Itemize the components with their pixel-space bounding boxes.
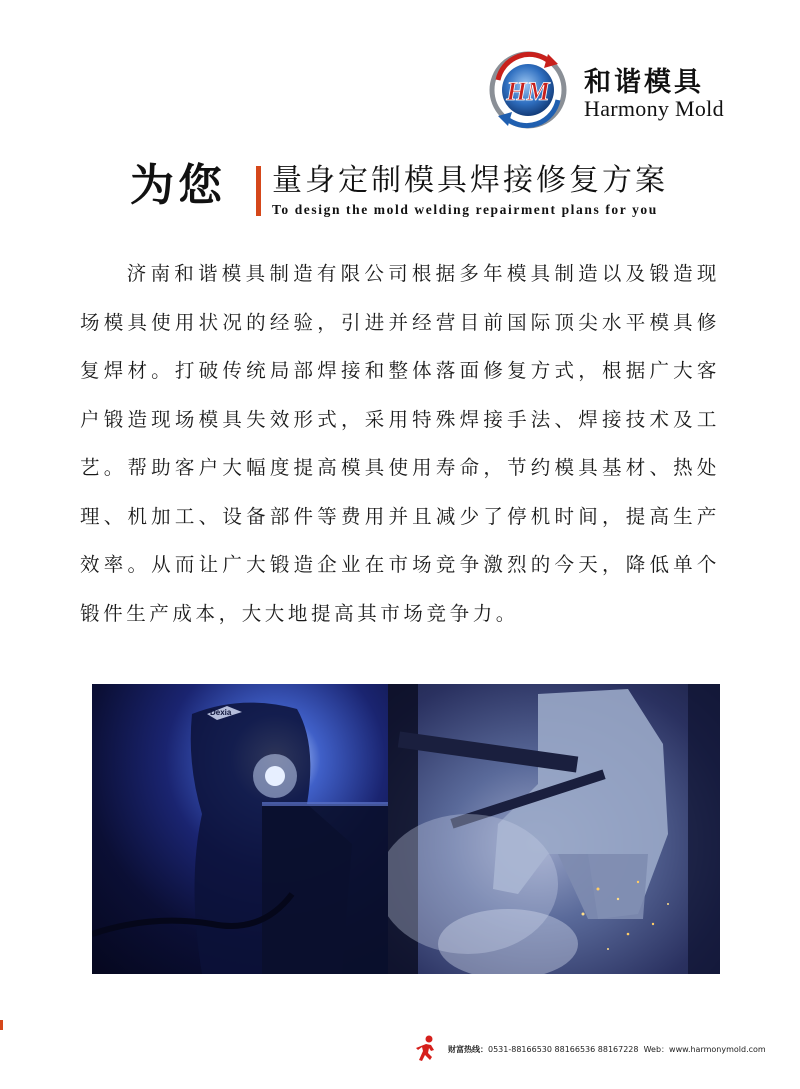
intro-paragraph: 济南和谐模具制造有限公司根据多年模具制造以及锻造现场模具使用状况的经验，引进并经营目前国际顶尖水平模具修复焊材。打破传统局部焊接和整体落面修复方式，根据广大客户锻造现场模具失效形式，采用特殊焊接手法、焊接技术及工艺。帮助客户大幅度提高模具使用寿命，节约模具基材、热处理、机加工、设备部件等费用并且减少了停机时间，提高生产效率。从而让广大锻造企业在市场竞争激烈的今天，降低单个锻件生产成本，大大地提高其市场竞争力。 — [80, 262, 720, 625]
harmony-mold-badge-icon — [488, 50, 568, 130]
page-title — [130, 158, 750, 228]
title-big: 为您 — [130, 160, 226, 211]
logo-badge-letters: HM — [506, 77, 550, 106]
welding-photo-left — [92, 684, 388, 974]
title-divider-bar — [256, 166, 261, 216]
brand-name-en: Harmony Mold — [584, 96, 724, 121]
edge-mark — [0, 1020, 3, 1030]
jacket-text: Dexia — [210, 708, 232, 717]
title-main: 量身定制模具焊接修复方案 — [272, 163, 668, 198]
hotline-numbers: 0531-88166530 88166536 88167228 — [488, 1045, 639, 1054]
web-address[interactable]: www.harmonymold.com — [669, 1045, 766, 1054]
welding-scene-right — [388, 684, 720, 974]
running-man-icon — [414, 1035, 438, 1063]
brand-logo — [488, 50, 728, 130]
contact-footer — [414, 1035, 774, 1065]
brand-name-cn: 和谐模具 — [584, 67, 704, 98]
hotline-label: 财富热线： — [448, 1045, 488, 1054]
title-subtitle-en: To design the mold welding repairment plans for you — [272, 202, 658, 217]
web-label: Web： — [643, 1045, 670, 1054]
welding-photo-right — [388, 684, 720, 974]
contact-line — [448, 1044, 766, 1055]
welding-scene-left — [92, 684, 388, 974]
